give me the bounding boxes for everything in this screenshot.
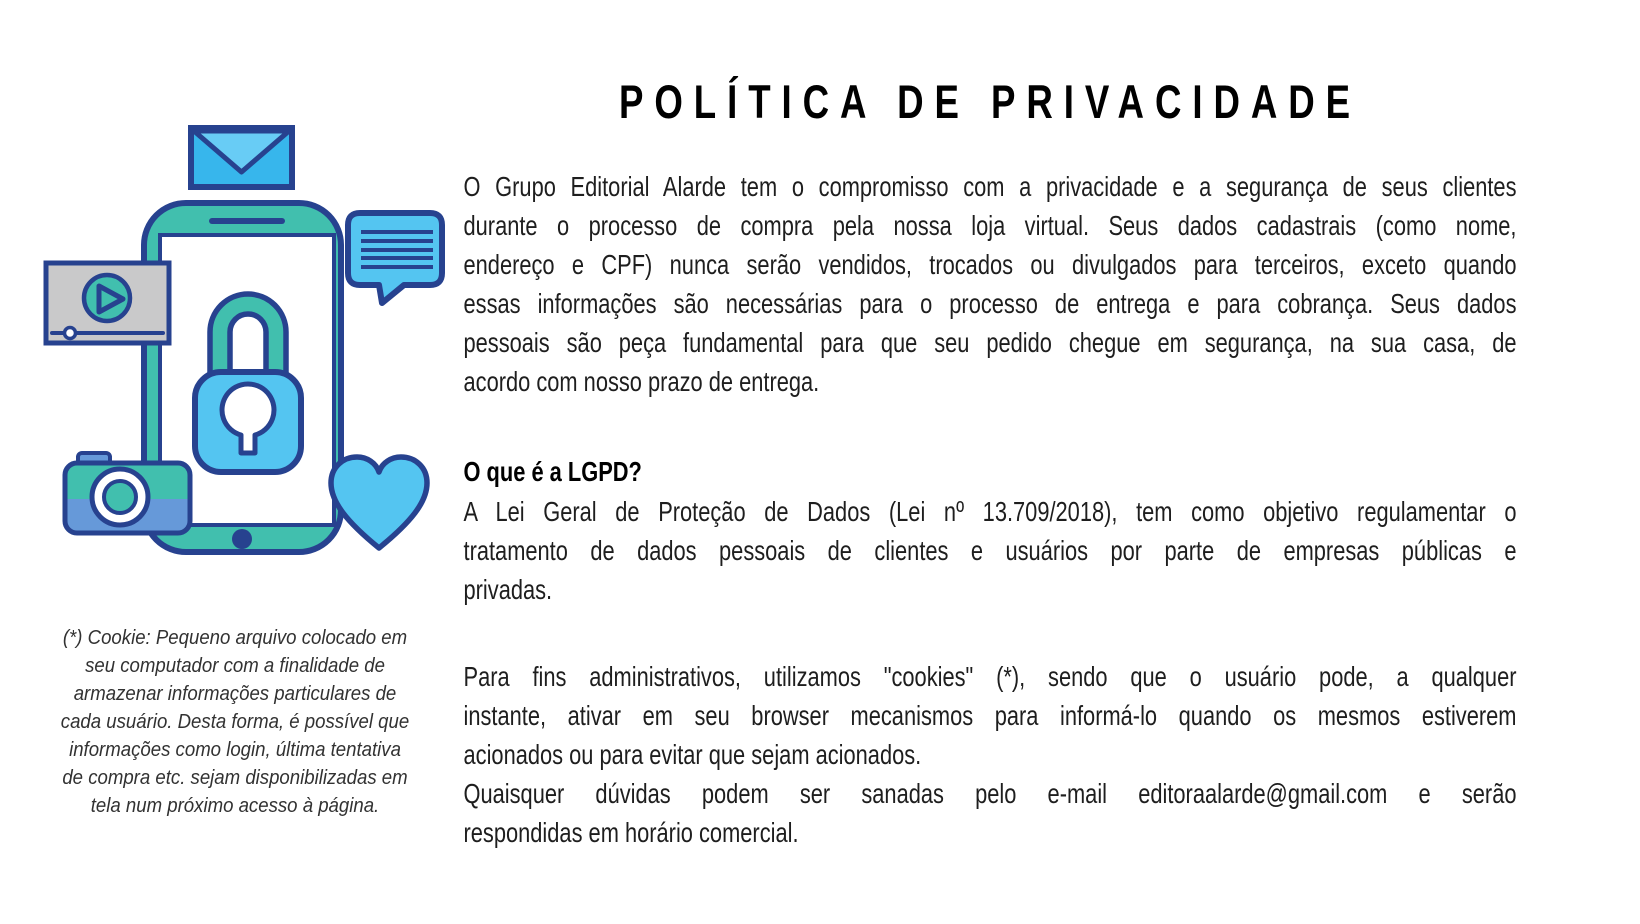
paragraph-line: durante o processo de compra pela nossa loja virtual. Seus dados cadastrais (como nome,: [463, 210, 1516, 241]
footnote-line: armazenar informações particulares de: [73, 683, 397, 705]
envelope-icon: [191, 128, 292, 187]
heart-icon: [331, 457, 427, 548]
paragraph-line: essas informações são necessárias para o processo de entrega e para cobrança. Seus dados: [463, 288, 1516, 319]
policy-content: [463, 0, 1516, 924]
footnote-line: de compra etc. sejam disponibilizadas em: [62, 767, 408, 789]
paragraph-line: O Grupo Editorial Alarde tem o compromisso com a privacidade e a segurança de seus clientes: [463, 171, 1516, 202]
privacy-illustration: [30, 95, 450, 565]
paragraph-line: acionados ou para evitar que sejam acionados.: [463, 739, 921, 770]
paragraph-lgpd: [463, 492, 1516, 609]
paragraph-intro: [463, 167, 1516, 401]
padlock-icon: [195, 294, 301, 472]
paragraph-line: endereço e CPF) nunca serão vendidos, trocados ou divulgados para terceiros, exceto quando: [463, 249, 1516, 280]
chat-bubble-icon: [348, 213, 442, 303]
footnote-line: cada usuário. Desta forma, é possível que: [60, 711, 410, 733]
paragraph-line: instante, ativar em seu browser mecanismos para informá-lo quando os mesmos estiverem: [463, 700, 1516, 731]
page-title: POLÍTICA DE PRIVACIDADE: [618, 75, 1361, 128]
paragraph-line: respondidas em horário comercial.: [463, 817, 799, 848]
paragraph-line: Quaisquer dúvidas podem ser sanadas pelo e-mail editoraalarde@gmail.com e serão: [463, 778, 1516, 809]
home-button-icon: [232, 529, 252, 549]
paragraph-cookies: [463, 657, 1516, 774]
paragraph-line: privadas.: [463, 574, 552, 605]
section-heading-lgpd: O que é a LGPD?: [463, 456, 642, 487]
paragraph-line: acordo com nosso prazo de entrega.: [463, 366, 819, 397]
paragraph-line: pessoais são peça fundamental para que seu pedido chegue em segurança, na sua casa, de: [463, 327, 1516, 358]
paragraph-line: A Lei Geral de Proteção de Dados (Lei nº 13.709/2018), tem como objetivo regulamentar o: [463, 496, 1516, 527]
footnote-line: seu computador com a finalidade de: [85, 655, 385, 677]
paragraph-line: tratamento de dados pessoais de clientes e usuários por parte de empresas públicas e: [463, 535, 1516, 566]
paragraph-line: Para fins administrativos, utilizamos "cookies" (*), sendo que o usuário pode, a qualquer: [463, 661, 1516, 692]
video-player-icon: [46, 263, 169, 343]
footnote-line: tela num próximo acesso à página.: [90, 795, 380, 817]
footnote-line: informações como login, última tentativa: [69, 739, 401, 761]
cookie-footnote: [25, 624, 445, 820]
camera-icon: [65, 453, 190, 533]
paragraph-contact: [463, 774, 1516, 852]
footnote-line: (*) Cookie: Pequeno arquivo colocado em: [62, 627, 408, 649]
